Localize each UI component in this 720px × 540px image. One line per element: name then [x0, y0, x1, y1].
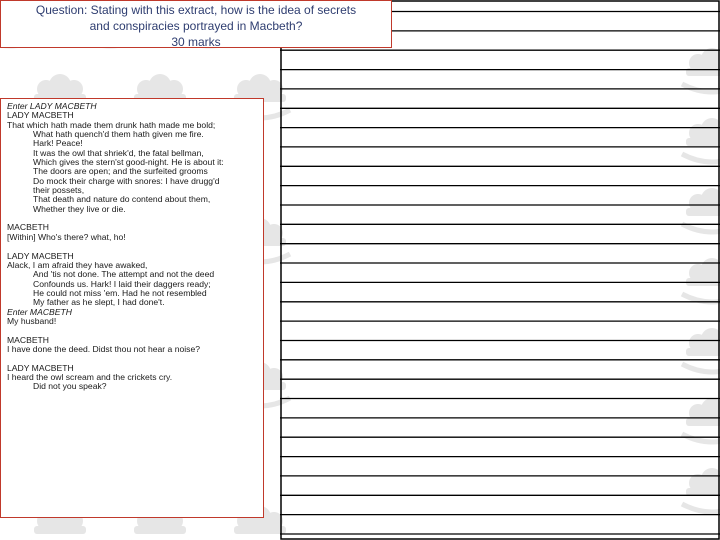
extract-line: It was the owl that shriek'd, the fatal bellman, — [33, 147, 204, 158]
answer-area-border — [281, 1, 719, 539]
extract-line: [Within] Who's there? what, ho! — [7, 231, 126, 242]
extract-line: Hark! Peace! — [33, 138, 83, 149]
extract-line: Confounds us. Hark! I laid their daggers ready; — [33, 278, 211, 289]
extract-line: I have done the deed. Didst thou not hear a noise? — [7, 343, 201, 354]
extract-line: That which hath made them drunk hath made me bold; — [7, 119, 216, 130]
extract-line: Did not you speak? — [33, 381, 107, 392]
extract-line: My father as he slept, I had done't. — [33, 297, 165, 308]
extract-line: LADY MACBETH — [7, 250, 74, 261]
extract-line: LADY MACBETH — [7, 362, 74, 373]
extract-line: And 'tis not done. The attempt and not the deed — [33, 269, 215, 280]
extract-line: their possets, — [33, 185, 85, 196]
extract-line: LADY MACBETH — [7, 110, 74, 121]
extract-line: Which gives the stern'st good-night. He is about it: — [33, 157, 224, 168]
extract-line: Alack, I am afraid they have awaked, — [7, 259, 148, 270]
question-marks: 30 marks — [171, 35, 221, 49]
extract-line: He could not miss 'em. Had he not resembled — [33, 287, 207, 298]
extract-line: My husband! — [7, 315, 57, 326]
stage-direction: Enter LADY MACBETH — [7, 101, 97, 111]
extract-line: MACBETH — [7, 222, 50, 233]
extract-line: What hath quench'd them hath given me fire. — [33, 129, 204, 140]
extract-line: Do mock their charge with snores: I have drugg'd — [33, 175, 220, 186]
extract-line: That death and nature do contend about them, — [33, 194, 211, 205]
question-box — [0, 0, 392, 48]
stage-direction: Enter MACBETH — [7, 306, 72, 317]
extract-line: I heard the owl scream and the crickets cry. — [7, 371, 173, 382]
extract-line: MACBETH — [7, 334, 50, 345]
extract-line: The doors are open; and the surfeited grooms — [33, 166, 208, 177]
question-line-2: and conspiracies portrayed in Macbeth? — [89, 19, 303, 33]
extract-line: Whether they live or die. — [33, 203, 126, 214]
extract-box — [0, 98, 264, 518]
answer-lines-area[interactable] — [280, 0, 720, 540]
question-line-1: Question: Stating with this extract, how is the idea of secrets — [35, 3, 357, 17]
